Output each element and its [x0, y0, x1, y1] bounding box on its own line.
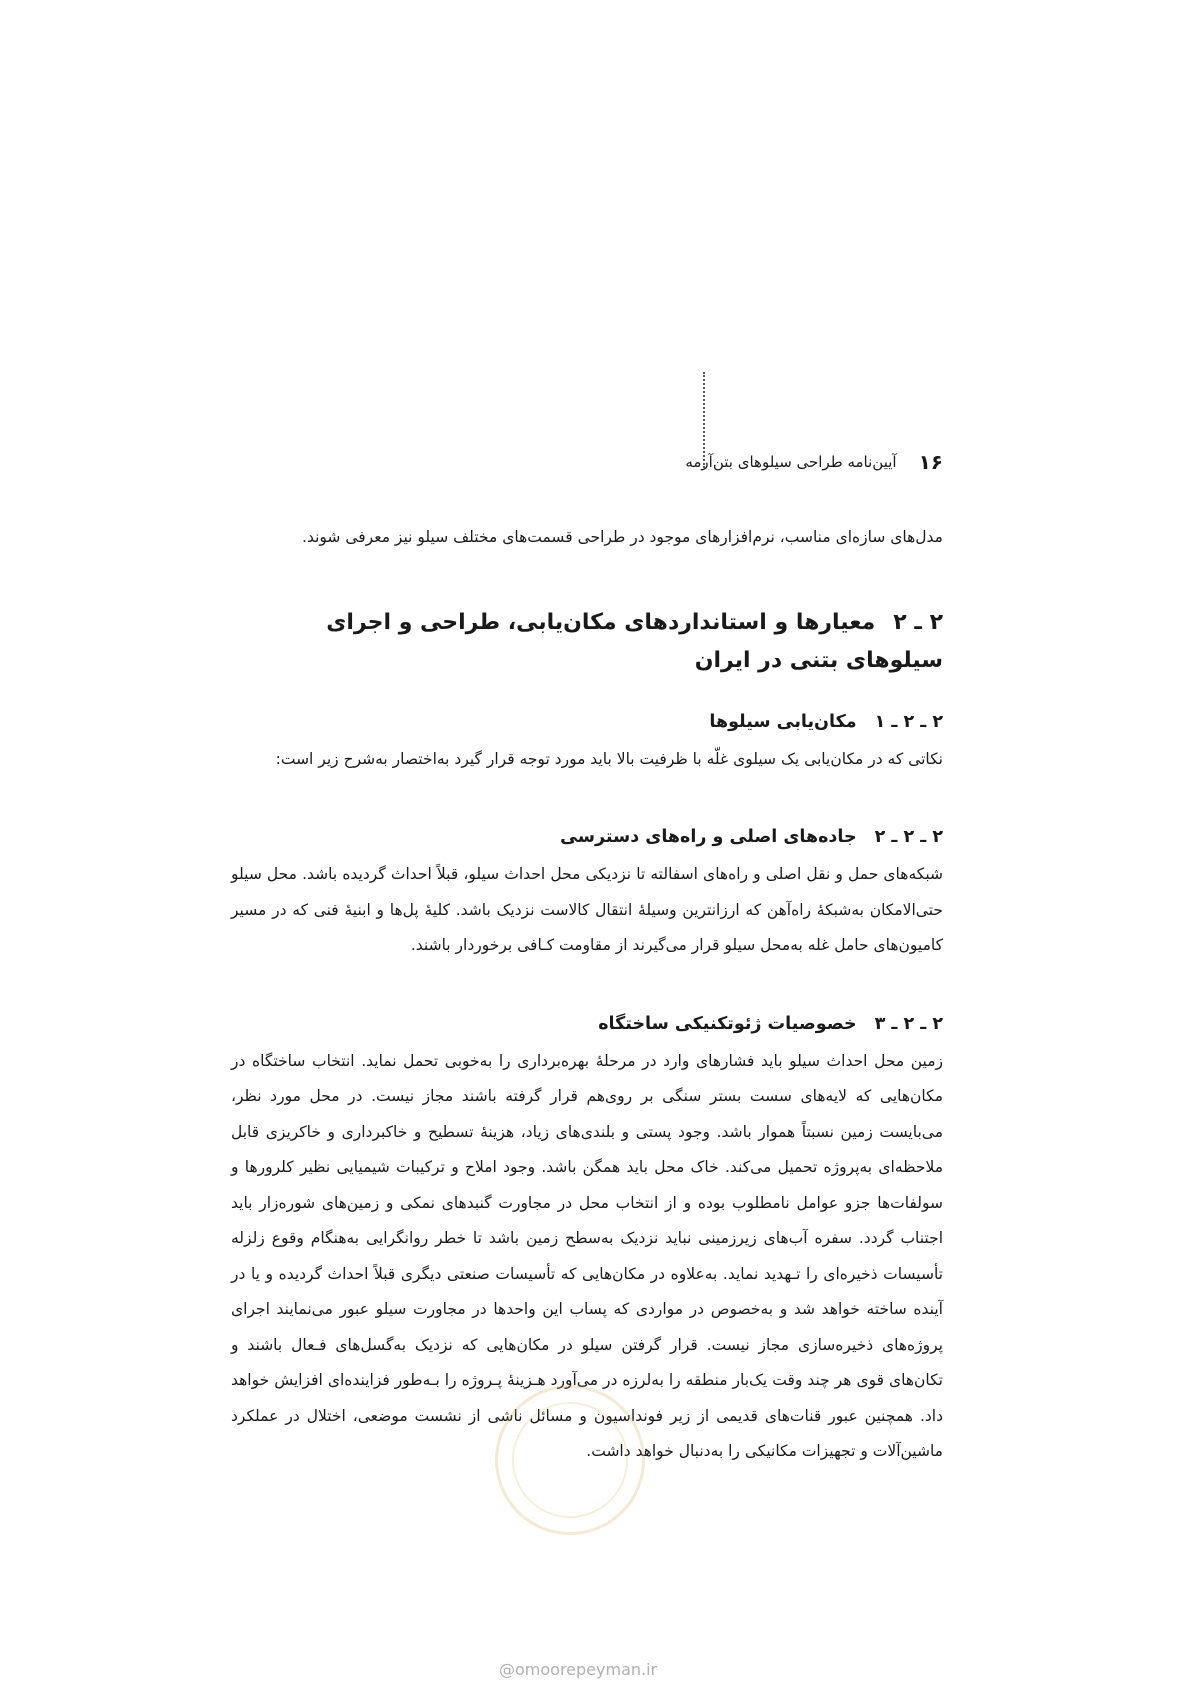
subsection-title: خصوصیات ژئوتکنیکی ساختگاه: [598, 1013, 857, 1034]
running-header: [480, 447, 943, 477]
book-title: آیین‌نامه طراحی سیلوهای بتن‌آرمه: [685, 453, 897, 471]
subsection-heading: [231, 817, 943, 857]
subsection-number: ۲ ـ ۲ ـ ۳: [874, 1013, 943, 1034]
subsection-number: ۲ ـ ۲ ـ ۱: [874, 711, 943, 732]
subsection-number: ۲ ـ ۲ ـ ۲: [874, 827, 943, 847]
subsection-body: نکاتی که در مکان‌یابی یک سیلوی غلّه با ظرفیت بالا باید مورد توجه قرار گیرد به‌اختصار به‌شرح زیر است:: [275, 749, 943, 768]
section-title: معیارها و استانداردهای مکان‌یابی، طراحی و اجرای سیلوهای بتنی در ایران: [326, 609, 943, 673]
subsection-heading: [231, 1004, 943, 1044]
intro-paragraph: مدل‌های سازه‌ای مناسب، نرم‌افزارهای موجود در طراحی قسمت‌های مختلف سیلو نیز معرفی شوند.: [302, 528, 943, 546]
section-heading: [231, 604, 943, 680]
page-number: ۱۶: [918, 450, 943, 474]
page-content: [231, 520, 943, 1470]
subsection-siting: [231, 702, 943, 778]
watermark-seal-icon: [495, 1385, 645, 1535]
section-number: ۲ ـ ۲: [893, 609, 943, 635]
subsection-body: زمین محل احداث سیلو باید فشارهای وارد در مرحلهٔ بهره‌برداری را به‌خوبی تحمل نماید. انتخاب ساختگاه در مکان‌هایی که لایه‌های سست بستر سنگی بر روی‌هم قرار گرفته باشند مجاز نیست. در محل مورد نظر، می‌بایست زمین نسبتاً هموار باشد. وجود پستی و بلندی‌های زیاد، هزینهٔ تسطیح و خاکبرداری و خاکریزی قابل ملاحظه‌ای به‌پروژه تحمیل می‌کند. خاک محل باید همگن باشد. وجود املاح و ترکیبات شیمیایی نظیر کلرورها و سولفات‌ها جزو عوامل نامطلوب بوده و از انتخاب محل در مجاورت گنبدهای نمکی و زمین‌های شوره‌زار باید اجتناب گردد. سفره آب‌های زیرزمینی نباید نزدیک به‌سطح زمین باشد تا خطر روانگرایی به‌هنگام وقوع زلزله تأسیسات ذخیره‌ای را تـهدید نماید. به‌علاوه در مکان‌هایی که تأسیسات صنعتی دیگری قبلاً احداث گردیده و یا در آینده ساخته خواهد شد و به‌خصوص در مواردی که پساب این واحدها در مجاورت سیلو عبور می‌نمایند اجرای پروژه‌های ذخیره‌سازی مجاز نیست. قرار گرفتن سیلو در مکان‌هایی که نزدیک به‌گسل‌های فـعال باشند و تکان‌های قوی هر چند وقت یک‌بار منطقه را به‌لرزه در می‌آورد هـزینهٔ پـروژه را بـه‌طور فزاینده‌ای افزایش خواهد داد. همچنین عبور قنات‌های قدیمی از زیر فونداسیون و مسائل ناشی از نشست موضعی، اختلال در عملکرد ماشین‌آلات و تجهیزات مکانیکی را به‌دنبال خواهد داشت.: [231, 1051, 943, 1460]
subsection-title: جاده‌های اصلی و راه‌های دسترسی: [560, 827, 857, 847]
subsection-heading: [231, 702, 943, 742]
subsection-roads: [231, 817, 943, 964]
subsection-title: مکان‌یابی سیلوها: [709, 711, 857, 732]
watermark-url: @omoorepeyman.ir: [499, 1660, 658, 1679]
watermark-seal-inner-ring: [512, 1402, 628, 1518]
subsection-body: شبکه‌های حمل و نقل اصلی و راه‌های اسفالته تا نزدیکی محل احداث سیلو، قبلاً احداث گردیده باشد. محل سیلو حتی‌الامکان به‌شبکهٔ راه‌آهن که ارزانترین وسیلهٔ انتقال کالاست نزدیک باشد. کلیهٔ پل‌ها و ابنیهٔ فنی که در مسیر کامیون‌های حامل غله به‌محل سیلو قرار می‌گیرند از مقاومت کـافی برخوردار باشند.: [231, 865, 943, 954]
